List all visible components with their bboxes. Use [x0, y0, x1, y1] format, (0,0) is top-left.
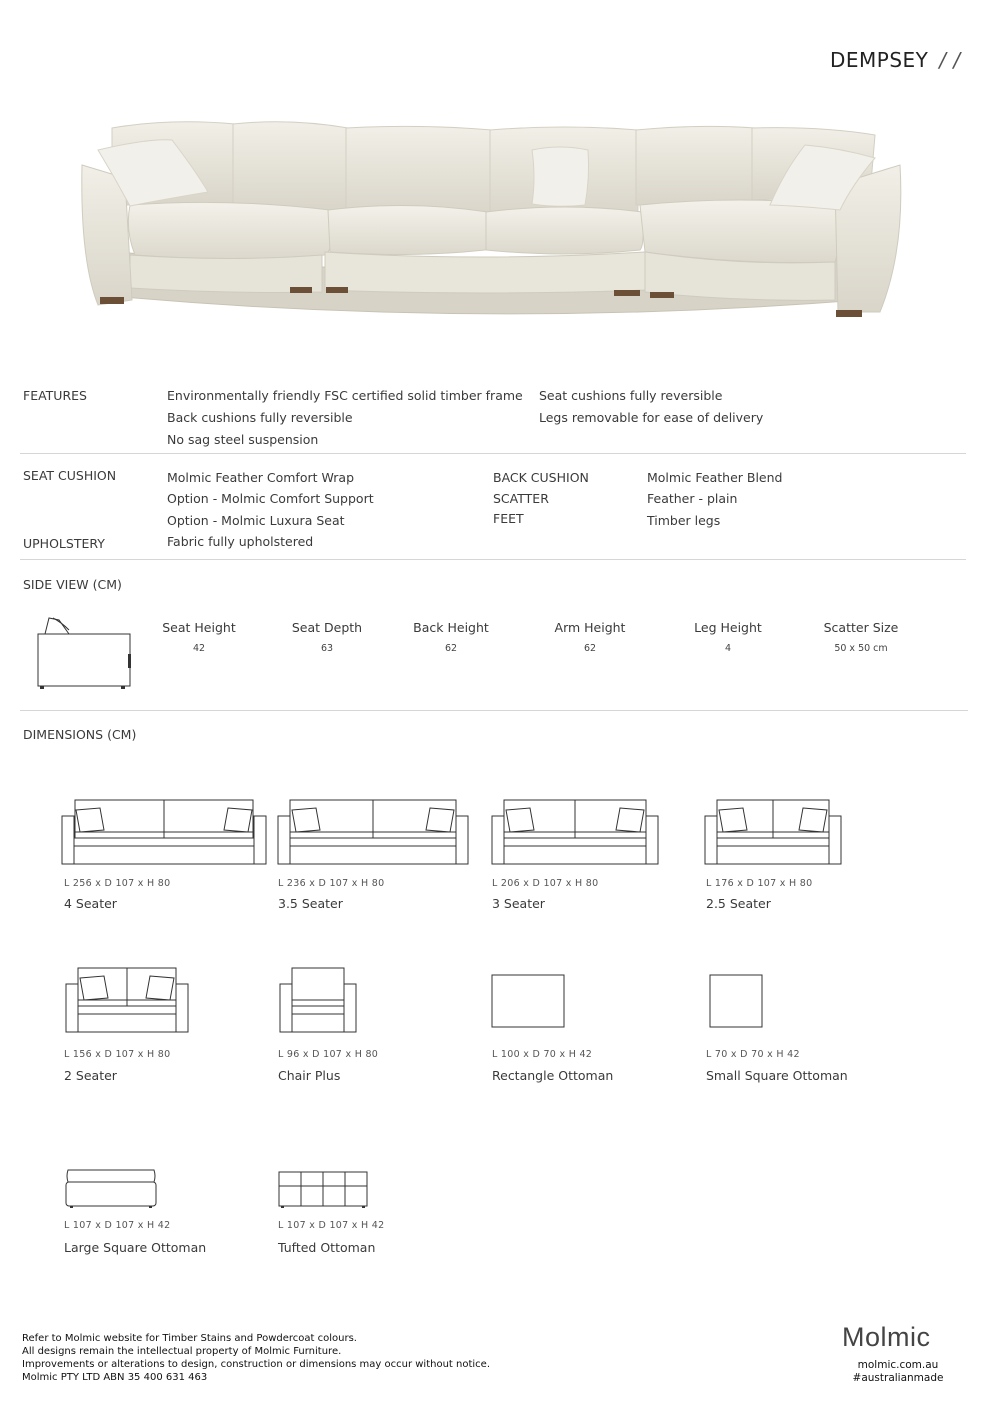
dimension-text: L 156 x D 107 x H 80 — [64, 1049, 171, 1060]
dimension-text: L 176 x D 107 x H 80 — [706, 878, 813, 889]
hashtag: #australianmade — [852, 1372, 944, 1384]
dimension-text: L 107 x D 107 x H 42 — [64, 1220, 171, 1231]
feature-item: Environmentally friendly FSC certified solid timber frame — [167, 388, 523, 403]
side-view-value: 50 x 50 cm — [834, 643, 888, 654]
side-view-label: SIDE VIEW (CM) — [23, 577, 122, 592]
dimension-text: L 206 x D 107 x H 80 — [492, 878, 599, 889]
divider — [20, 710, 968, 711]
footer-note: Refer to Molmic website for Timber Stains and Powdercoat colours. — [22, 1333, 357, 1344]
scatter-label: SCATTER — [493, 491, 549, 506]
model-name: Small Square Ottoman — [706, 1068, 848, 1083]
side-view-icon — [35, 614, 135, 694]
model-name: 3.5 Seater — [278, 896, 343, 911]
side-view-value: 4 — [724, 643, 732, 654]
side-view-heading: Back Height — [413, 620, 489, 635]
side-view-value: 63 — [320, 643, 334, 654]
tufted-ottoman-icon — [277, 1170, 377, 1215]
model-name: 3 Seater — [492, 896, 545, 911]
divider — [20, 453, 966, 454]
side-view-heading: Seat Height — [162, 620, 236, 635]
feature-item: Seat cushions fully reversible — [539, 388, 723, 403]
footer-note: All designs remain the intellectual property of Molmic Furniture. — [22, 1346, 342, 1357]
scatter-value: Feather - plain — [647, 491, 738, 506]
sofa-2-seater-icon — [64, 966, 194, 1036]
side-view-value: 42 — [192, 643, 206, 654]
model-name: 2 Seater — [64, 1068, 117, 1083]
sofa-3-5-seater-icon — [276, 798, 471, 868]
footer-note: Improvements or alterations to design, construction or dimensions may occur without notice. — [22, 1359, 491, 1370]
side-view-value: 62 — [444, 643, 458, 654]
model-name: 4 Seater — [64, 896, 117, 911]
title-marks: / / — [939, 48, 961, 72]
rectangle-ottoman-icon — [490, 974, 570, 1034]
sofa-4-seater-icon — [60, 798, 270, 868]
armchair-icon — [278, 966, 363, 1036]
back-cushion-value: Molmic Feather Blend — [647, 470, 783, 485]
model-name: Rectangle Ottoman — [492, 1068, 614, 1083]
brand-logo: Molmic — [842, 1322, 931, 1352]
side-view-heading: Arm Height — [554, 620, 626, 635]
side-view-heading: Scatter Size — [823, 620, 899, 635]
divider — [20, 559, 966, 560]
feet-value: Timber legs — [647, 513, 721, 528]
dimension-text: L 70 x D 70 x H 42 — [706, 1049, 800, 1060]
upholstery-value: Fabric fully upholstered — [167, 534, 314, 549]
side-view-heading: Leg Height — [694, 620, 762, 635]
dimension-text: L 236 x D 107 x H 80 — [278, 878, 385, 889]
dimensions-label: DIMENSIONS (CM) — [23, 727, 137, 742]
model-name: 2.5 Seater — [706, 896, 771, 911]
dimension-text: L 107 x D 107 x H 42 — [278, 1220, 385, 1231]
model-name: Tufted Ottoman — [278, 1240, 376, 1255]
seat-cushion-value: Molmic Feather Comfort Wrap — [167, 470, 355, 485]
seat-cushion-value: Option - Molmic Luxura Seat — [167, 513, 345, 528]
side-view-heading: Seat Depth — [291, 620, 363, 635]
product-name: DEMPSEY — [830, 48, 929, 72]
dimension-text: L 100 x D 70 x H 42 — [492, 1049, 593, 1060]
feature-item: Legs removable for ease of delivery — [539, 410, 764, 425]
square-ottoman-icon — [708, 974, 768, 1034]
feature-item: No sag steel suspension — [167, 432, 319, 447]
back-cushion-label: BACK CUSHION — [493, 470, 589, 485]
seat-cushion-value: Option - Molmic Comfort Support — [167, 491, 374, 506]
footer-note: Molmic PTY LTD ABN 35 400 631 463 — [22, 1372, 208, 1383]
website-link[interactable]: molmic.com.au — [857, 1359, 939, 1371]
features-label: FEATURES — [23, 388, 87, 403]
feature-item: Back cushions fully reversible — [167, 410, 353, 425]
seat-cushion-label: SEAT CUSHION — [23, 468, 117, 483]
model-name: Chair Plus — [278, 1068, 341, 1083]
dimension-text: L 256 x D 107 x H 80 — [64, 878, 171, 889]
hero-sofa-image — [0, 0, 985, 340]
dimension-text: L 96 x D 107 x H 80 — [278, 1049, 379, 1060]
feet-label: FEET — [493, 511, 524, 526]
upholstery-label: UPHOLSTERY — [23, 536, 105, 551]
side-view-value: 62 — [583, 643, 597, 654]
large-ottoman-icon — [64, 1168, 164, 1213]
sofa-3-seater-icon — [490, 798, 665, 868]
sofa-2-5-seater-icon — [703, 798, 848, 868]
model-name: Large Square Ottoman — [64, 1240, 207, 1255]
